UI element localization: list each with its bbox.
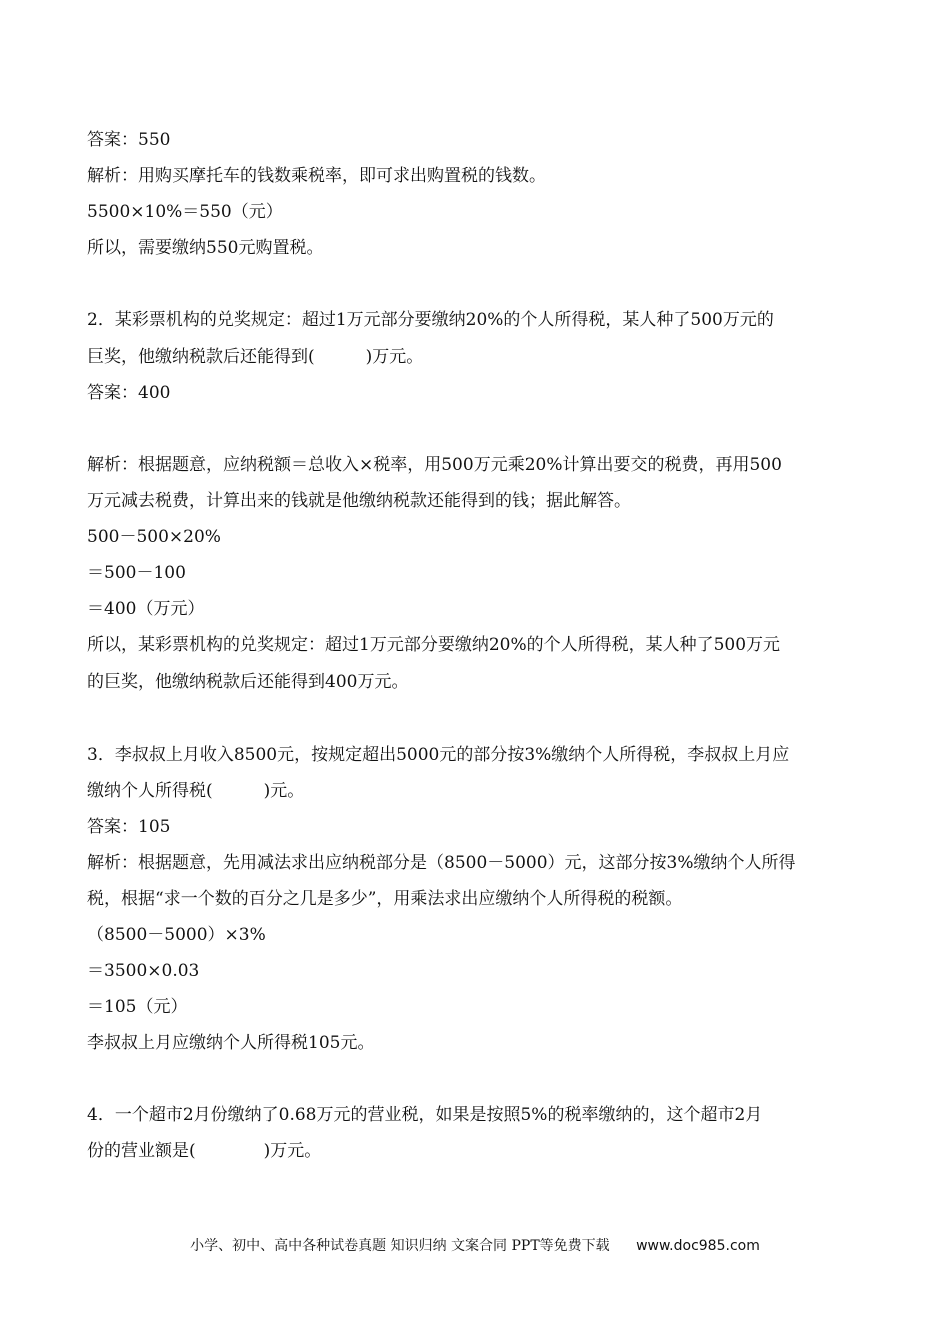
text-line: 万元减去税费，计算出来的钱就是他缴纳税款还能得到的钱；据此解答。 <box>87 491 631 511</box>
text-line: 解析：根据题意，先用减法求出应纳税部分是（8500－5000）元，这部分按3%缴纳个人所得 <box>87 853 796 873</box>
text-line: ＝500－100 <box>87 563 186 583</box>
text-line: 解析：用购买摩托车的钱数乘税率，即可求出购置税的钱数。 <box>87 166 546 186</box>
text-line: 的巨奖，他缴纳税款后还能得到400万元。 <box>87 672 409 692</box>
page-footer <box>0 1236 950 1256</box>
text-line: 答案：105 <box>87 817 171 837</box>
footer-url[interactable]: www.doc985.com <box>636 1238 760 1254</box>
text-line: ＝3500×0.03 <box>87 961 200 981</box>
text-line: 答案：550 <box>87 130 171 150</box>
text-line: 3．李叔叔上月收入8500元，按规定超出5000元的部分按3%缴纳个人所得税，李叔叔上月应 <box>87 745 790 765</box>
text-line: 4．一个超市2月份缴纳了0.68万元的营业税，如果是按照5%的税率缴纳的，这个超市2月 <box>87 1105 763 1125</box>
text-line: 巨奖，他缴纳税款后还能得到( )万元。 <box>87 347 424 367</box>
text-line: 解析：根据题意，应纳税额＝总收入×税率，用500万元乘20%计算出要交的税费，再用500 <box>87 455 782 475</box>
text-line: 500－500×20% <box>87 527 221 547</box>
text-line: 缴纳个人所得税( )元。 <box>87 781 305 801</box>
text-line: 所以，某彩票机构的兑奖规定：超过1万元部分要缴纳20%的个人所得税，某人种了500万元 <box>87 635 781 655</box>
text-line: ＝105（元） <box>87 997 188 1017</box>
text-line: （8500－5000）×3% <box>87 925 266 945</box>
footer-text: 小学、初中、高中各种试卷真题 知识归纳 文案合同 PPT等免费下载 <box>190 1238 610 1254</box>
text-line: ＝400（万元） <box>87 599 205 619</box>
text-line: 答案：400 <box>87 383 171 403</box>
text-line: 份的营业额是( )万元。 <box>87 1141 322 1161</box>
text-line: 税，根据“求一个数的百分之几是多少”，用乘法求出应缴纳个人所得税的税额。 <box>87 889 683 909</box>
text-line: 5500×10%＝550（元） <box>87 202 283 222</box>
text-line: 2．某彩票机构的兑奖规定：超过1万元部分要缴纳20%的个人所得税，某人种了500万元的 <box>87 310 774 330</box>
text-line: 所以，需要缴纳550元购置税。 <box>87 238 324 258</box>
text-line: 李叔叔上月应缴纳个人所得税105元。 <box>87 1033 375 1053</box>
